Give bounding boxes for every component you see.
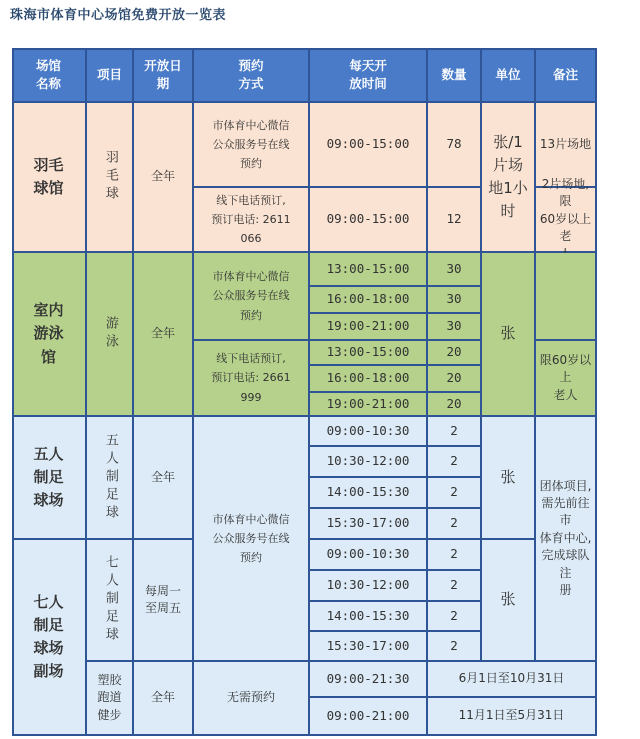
- pool-note-online: [536, 253, 597, 341]
- track-time-text: 09:00-21:00: [326, 707, 410, 723]
- five-a-side-time-text: 09:00-10:30: [326, 422, 410, 438]
- pool-time-text: 13:00-15:00: [326, 260, 410, 276]
- pool-booking-online-text: 市体育中心微信 公众服务号在线 预约: [212, 270, 290, 322]
- seven-a-side-time-text: 14:00-15:30: [326, 607, 410, 623]
- pool-time-text: 16:00-18:00: [326, 291, 410, 307]
- badminton-booking-online-text: 市体育中心微信 公众服务号在线 预约: [212, 118, 290, 171]
- pool-count: [428, 341, 482, 366]
- header-note: [536, 48, 597, 103]
- header-venue-text: 场馆 名称: [35, 58, 61, 91]
- football-note: [536, 417, 597, 662]
- five-a-side-time-text: 14:00-15:30: [326, 484, 410, 500]
- pool-time: [310, 393, 428, 417]
- badminton-time-text: 09:00-15:00: [326, 211, 410, 227]
- pool-count-text: 30: [446, 291, 462, 307]
- pool-booking-online: [194, 253, 310, 341]
- seven-a-side-count: [428, 602, 482, 632]
- track-season: [428, 698, 597, 736]
- badminton-time-text: 09:00-15:00: [326, 136, 410, 152]
- track-item: [87, 662, 134, 736]
- badminton-period: [134, 103, 194, 253]
- badminton-item: [87, 103, 134, 253]
- seven-a-side-period: [134, 540, 194, 662]
- five-a-side-period-text: 全年: [150, 469, 175, 484]
- pool-count: [428, 314, 482, 341]
- badminton-venue-text: 羽毛 球馆: [33, 155, 64, 197]
- header-item: [87, 48, 134, 103]
- pool-time: [310, 287, 428, 314]
- five-a-side-item: [87, 417, 134, 540]
- five-a-side-time-text: 10:30-12:00: [326, 453, 410, 469]
- badminton-item-text: 羽毛球: [102, 150, 118, 204]
- pool-venue: [12, 253, 87, 417]
- badminton-booking-phone-text: 线下电话预订, 预订电话: 2611 066: [211, 193, 291, 246]
- pool-count-text: 20: [446, 395, 462, 411]
- badminton-count: [428, 103, 482, 188]
- venue-table: [12, 48, 597, 736]
- badminton-note: [536, 177, 597, 253]
- five-a-side-time: [310, 447, 428, 478]
- header-period: [134, 48, 194, 103]
- header-unit: [482, 48, 536, 103]
- seven-a-side-item-text: 七人制足球: [102, 555, 118, 645]
- football-booking-text: 市体育中心微信 公众服务号在线 预约: [212, 512, 290, 565]
- badminton-count-text: 78: [446, 136, 462, 152]
- header-period-text: 开放日 期: [144, 58, 182, 91]
- pool-item-text: 游泳: [102, 316, 118, 352]
- header-count-text: 数量: [441, 66, 467, 82]
- five-a-side-time: [310, 417, 428, 447]
- track-season-text: 6月1日至10月31日: [458, 671, 565, 686]
- five-a-side-count-text: 2: [450, 422, 458, 438]
- five-a-side-venue: [12, 417, 87, 540]
- pool-item: [87, 253, 134, 417]
- seven-a-side-time-text: 09:00-10:30: [326, 546, 410, 562]
- pool-time: [310, 366, 428, 393]
- pool-venue-text: 室内 游泳 馆: [33, 301, 64, 366]
- header-time-text: 每天开 放时间: [349, 58, 387, 91]
- pool-booking-phone-text: 线下电话预订, 预订电话: 2661 999: [211, 352, 291, 404]
- header-time: [310, 48, 428, 103]
- pool-count: [428, 287, 482, 314]
- header-note-text: 备注: [552, 66, 578, 82]
- pool-time: [310, 253, 428, 287]
- badminton-booking-phone: [194, 188, 310, 253]
- header-item-text: 项目: [96, 66, 122, 82]
- pool-time-text: 16:00-18:00: [326, 370, 410, 386]
- five-a-side-period: [134, 417, 194, 540]
- pool-booking-phone: [194, 341, 310, 417]
- track-booking-text: 无需预约: [226, 690, 275, 705]
- seven-a-side-count-text: 2: [450, 546, 458, 562]
- pool-unit-text: 张: [500, 324, 516, 343]
- page-title: 珠海市体育中心场馆免费开放一览表: [10, 8, 227, 23]
- five-a-side-count: [428, 509, 482, 540]
- seven-a-side-count-text: 2: [450, 577, 458, 593]
- pool-count-text: 30: [446, 260, 462, 276]
- badminton-booking-online: [194, 103, 310, 188]
- pool-time-text: 19:00-21:00: [326, 395, 410, 411]
- header-unit-text: 单位: [495, 66, 521, 82]
- badminton-time: [310, 188, 428, 253]
- seven-a-side-item: [87, 540, 134, 662]
- five-a-side-venue-text: 五人 制足 球场: [33, 444, 64, 510]
- seven-a-side-count-text: 2: [450, 637, 458, 653]
- track-booking: [194, 662, 310, 736]
- seven-a-side-count: [428, 540, 482, 571]
- header-booking: [194, 48, 310, 103]
- five-a-side-count-text: 2: [450, 515, 458, 531]
- pool-count: [428, 253, 482, 287]
- pool-period-text: 全年: [150, 326, 175, 341]
- five-a-side-count: [428, 417, 482, 447]
- badminton-note-text: 2片场地, 限 60岁以上老: [539, 177, 592, 244]
- pool-note-phone: [536, 341, 597, 417]
- badminton-note-text: 13片场地: [539, 136, 592, 151]
- five-a-side-unit-text: 张: [500, 467, 516, 486]
- pool-note-phone-text: 限60岁以上 老人: [539, 352, 592, 402]
- seven-a-side-venue-text: 七人 制足 球场 副场: [33, 592, 64, 681]
- five-a-side-count: [428, 447, 482, 478]
- pool-count-text: 20: [446, 370, 462, 386]
- seven-a-side-venue: [12, 540, 87, 736]
- pool-count-text: 20: [446, 344, 462, 360]
- track-time: [310, 662, 428, 698]
- badminton-unit: [482, 103, 536, 253]
- pool-unit: [482, 253, 536, 417]
- header-venue: [12, 48, 87, 103]
- seven-a-side-time: [310, 540, 428, 571]
- badminton-unit-text: 张/1 片场 地1小 时: [488, 132, 528, 221]
- seven-a-side-unit-text: 张: [500, 590, 516, 609]
- pool-time-text: 19:00-21:00: [326, 318, 410, 334]
- five-a-side-count: [428, 478, 482, 509]
- seven-a-side-unit: [482, 540, 536, 662]
- pool-period: [134, 253, 194, 417]
- five-a-side-unit: [482, 417, 536, 540]
- seven-a-side-count-text: 2: [450, 607, 458, 623]
- track-time: [310, 698, 428, 736]
- seven-a-side-time: [310, 632, 428, 662]
- badminton-period-text: 全年: [150, 169, 175, 184]
- pool-count: [428, 393, 482, 417]
- track-season-text: 11月1日至5月31日: [458, 708, 565, 723]
- football-note-text: 团体项目, 需先前往市 体育中心, 完成球队注 册: [539, 478, 592, 597]
- pool-count: [428, 366, 482, 393]
- five-a-side-item-text: 五人制足球: [102, 432, 118, 523]
- five-a-side-time-text: 15:30-17:00: [326, 515, 410, 531]
- seven-a-side-count: [428, 571, 482, 602]
- pool-count-text: 30: [446, 318, 462, 334]
- header-booking-text: 预约 方式: [238, 58, 264, 91]
- five-a-side-time: [310, 509, 428, 540]
- header-count: [428, 48, 482, 103]
- football-booking: [194, 417, 310, 662]
- badminton-venue: [12, 103, 87, 253]
- seven-a-side-time-text: 15:30-17:00: [326, 637, 410, 653]
- seven-a-side-count: [428, 632, 482, 662]
- seven-a-side-time: [310, 602, 428, 632]
- track-season: [428, 662, 597, 698]
- five-a-side-count-text: 2: [450, 484, 458, 500]
- seven-a-side-period-text: 每周一 至周五: [144, 583, 181, 615]
- track-item-text: 塑胶 跑道 健步: [97, 672, 122, 722]
- track-period: [134, 662, 194, 736]
- badminton-time: [310, 103, 428, 188]
- five-a-side-count-text: 2: [450, 453, 458, 469]
- pool-time: [310, 314, 428, 341]
- pool-time-text: 13:00-15:00: [326, 344, 410, 360]
- seven-a-side-time-text: 10:30-12:00: [326, 577, 410, 593]
- badminton-count-text: 12: [446, 211, 462, 227]
- track-period-text: 全年: [150, 690, 175, 705]
- badminton-count: [428, 188, 482, 253]
- seven-a-side-time: [310, 571, 428, 602]
- pool-time: [310, 341, 428, 366]
- five-a-side-time: [310, 478, 428, 509]
- track-time-text: 09:00-21:30: [326, 670, 410, 686]
